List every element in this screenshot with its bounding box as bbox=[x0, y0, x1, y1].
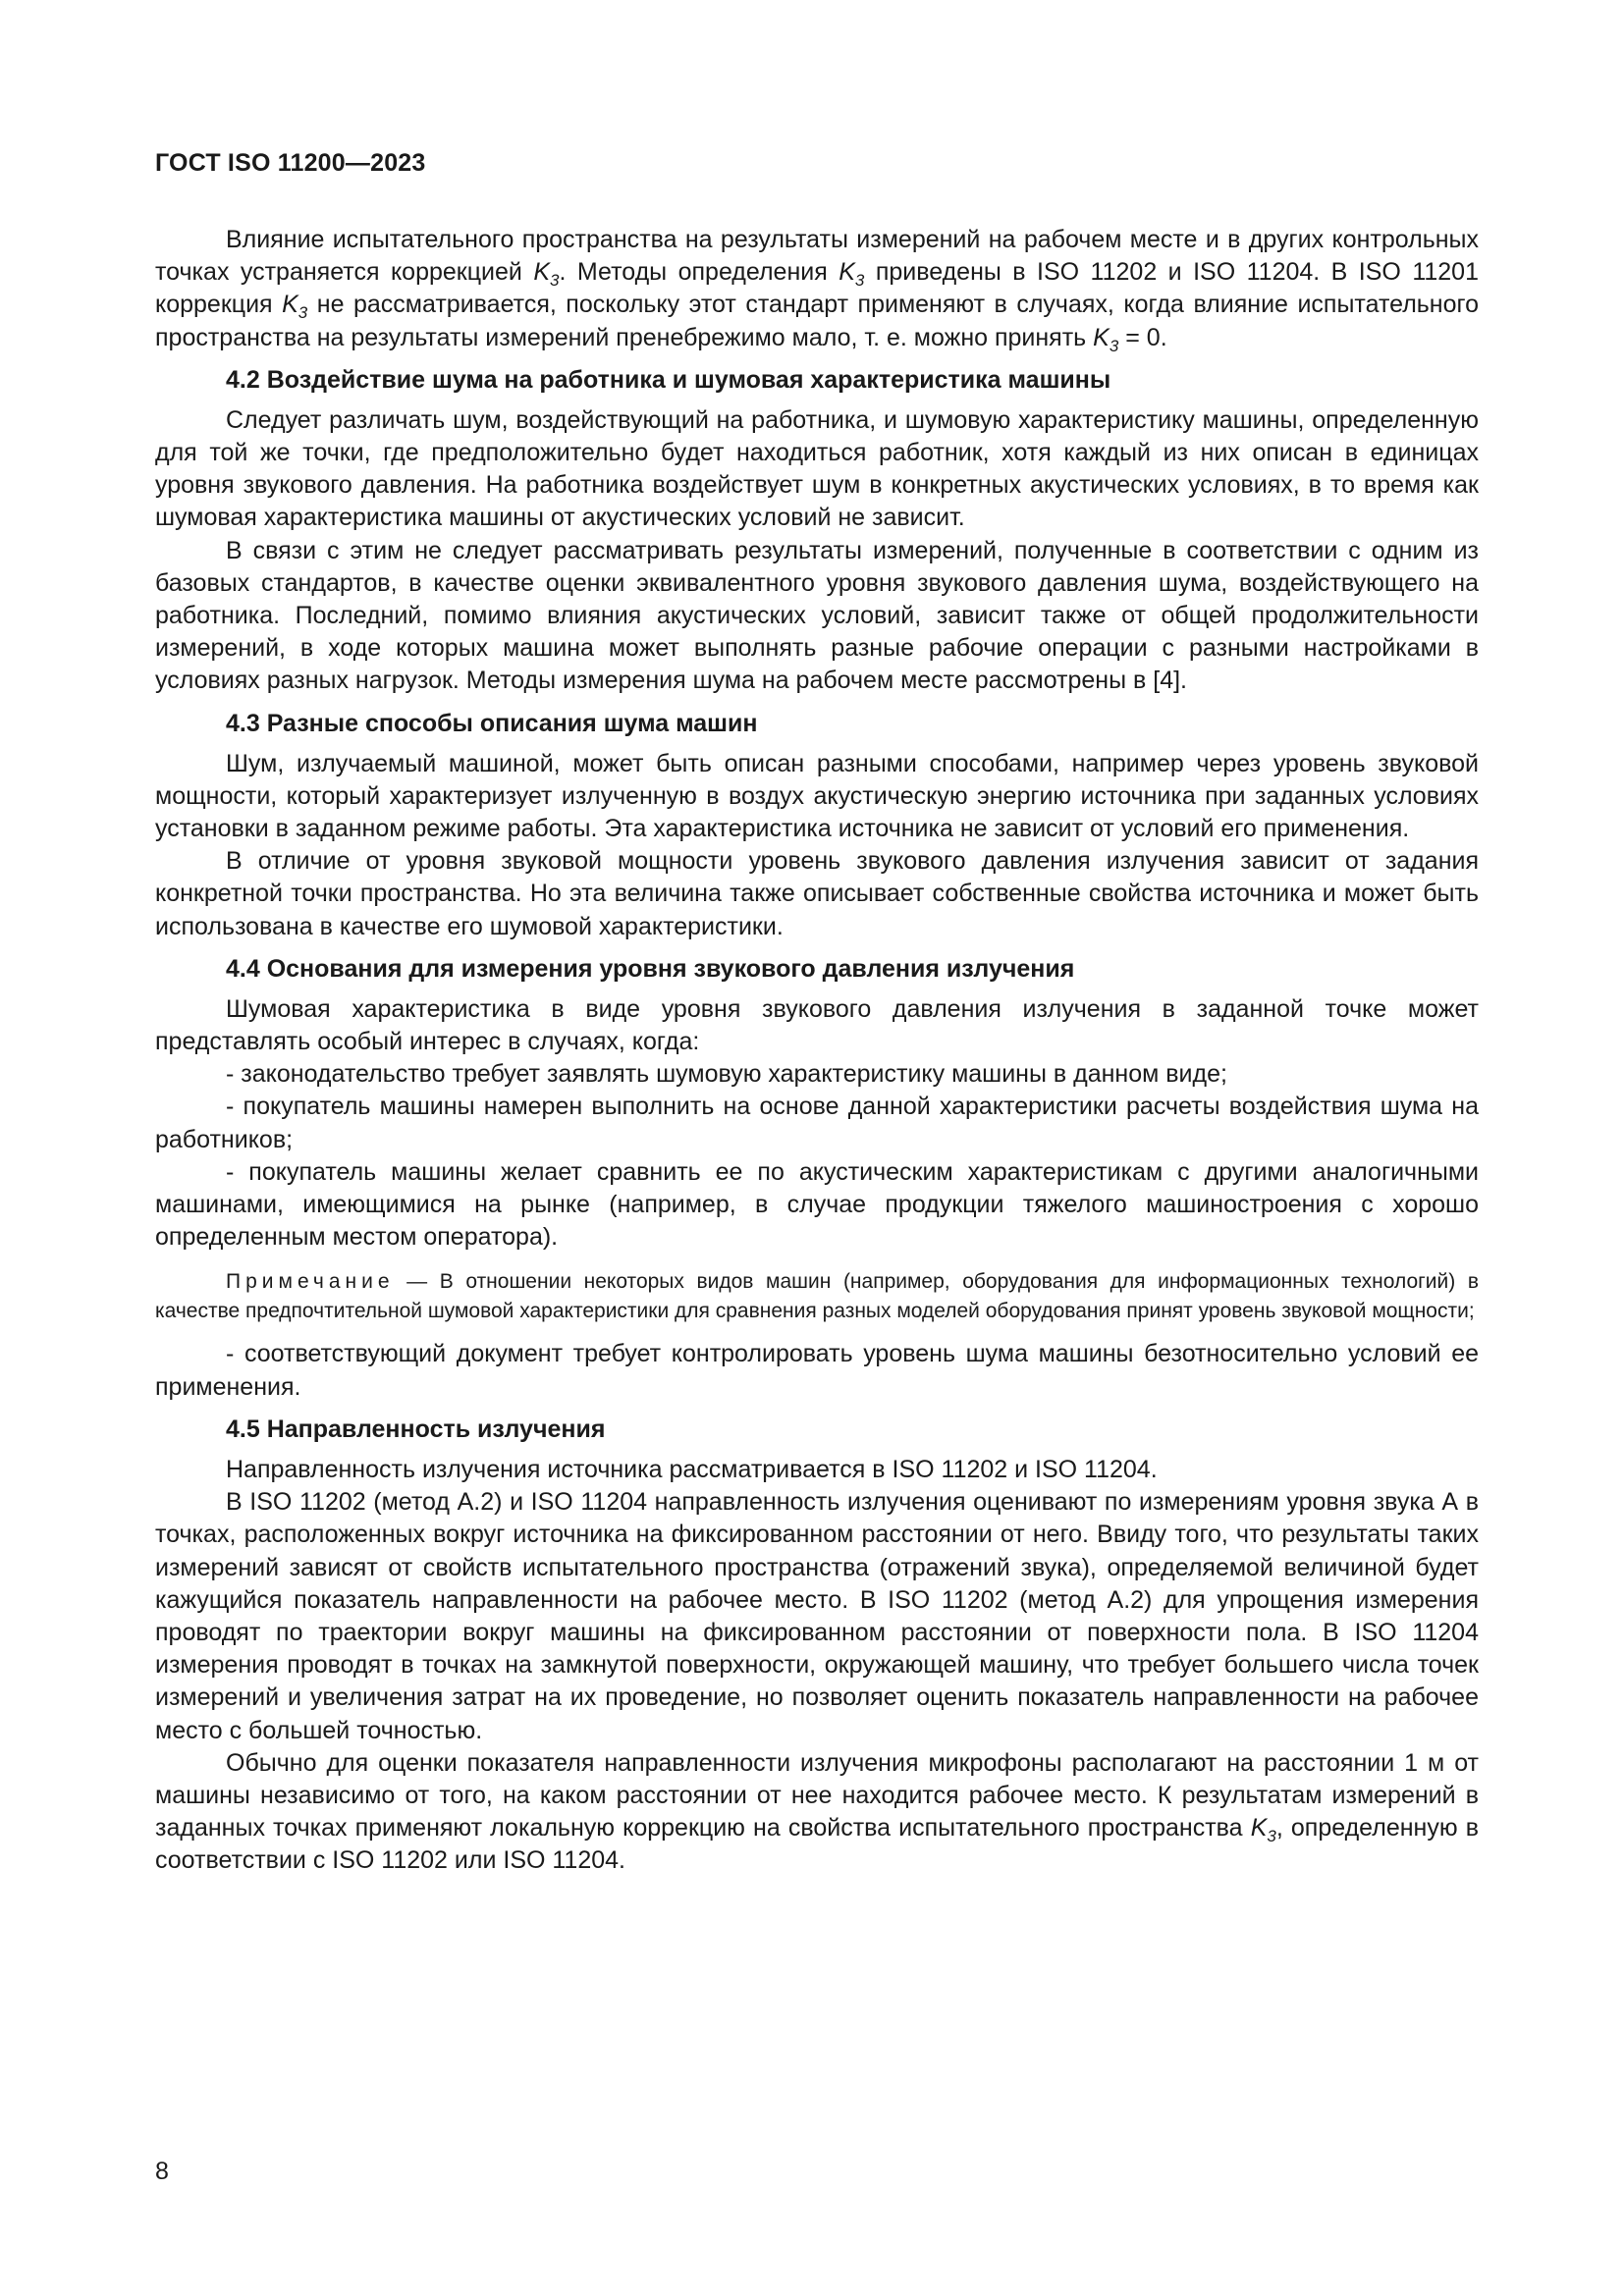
section-4-5-paragraph: Направленность излучения источника рассматривается в ISO 11202 и ISO 11204. bbox=[226, 1455, 1158, 1483]
k3-symbol: $K_3$ bbox=[282, 291, 308, 323]
k3-symbol: $K_3$ bbox=[1250, 1814, 1276, 1846]
section-4-3-heading: 4.3 Разные способы описания шума машин bbox=[226, 709, 758, 737]
list-item: - законодательство требует заявлять шумовую характеристику машины в данном виде; bbox=[226, 1060, 1227, 1089]
section-4-3-paragraph: Шум, излучаемый машиной, может быть описан разными способами, например через уровень звуковой мощности, который характеризует излученную в воздух акустическую энергию источника при заданных условиях установки в заданном режиме работы. Эта характеристика источника не зависит от условий его применения. bbox=[155, 749, 1479, 843]
section-4-2-paragraph: В связи с этим не следует рассматривать результаты измерений, полученные в соответствии с одним из базовых стандартов, в качестве оценки эквивалентного уровня звукового давления шума, воздействующего на работника. Последний, помимо влияния акустических условий, зависит также от общей продолжительности измерений, в ходе которых машина может выполнять разные рабочие операции с разными настройками в условиях разных нагрузок. Методы измерения шума на рабочем месте рассмотрены в [4]. bbox=[155, 536, 1479, 695]
k3-symbol: $K_3$ bbox=[1093, 323, 1119, 355]
section-4-2-paragraph: Следует различать шум, воздействующий на работника, и шумовую характеристику машины, определенную для той же точки, где предположительно будет находиться работник, хотя каждый из них описан в единицах уровня звукового давления. На работника воздействует шум в конкретных акустических условиях, в то время как шумовая характеристика машины от акустических условий не зависит. bbox=[155, 405, 1479, 532]
intro-paragraph: Влияние испытательного пространства на результаты измерений на рабочем месте и в других контрольных точках устраняется коррекцией $K_3$. Методы определения $K_3$ приведены в ISO 11202 и ISO 11204. В ISO 11201 коррекция $K_3$ не рассматривается, поскольку этот стандарт применяют в случаях, когда влияние испытательного пространства на результаты измерений пренебрежимо мало, т. е. можно принять $K_3 = 0$. bbox=[155, 226, 1479, 355]
note-label: Примечание bbox=[226, 1270, 395, 1294]
k3-symbol: $K_3$ bbox=[533, 258, 560, 291]
document-header: ГОСТ ISO 11200—2023 bbox=[155, 149, 426, 177]
page-number: 8 bbox=[155, 2158, 169, 2185]
note-text: — В отношении некоторых видов машин (например, оборудования для информационных технологий) в качестве предпочтительной шумовой характеристики для сравнения разных моделей оборудования принят уровень звуковой мощности; bbox=[155, 1270, 1479, 1323]
section-4-5-paragraph: Обычно для оценки показателя направленности излучения микрофоны располагают на расстоянии 1 м от машины независимо от того, на каком расстоянии от нее находится рабочее место. К результатам измерений в заданных точках применяют локальную коррекцию на свойства испытательного пространства $K_3$, определенную в соответствии с ISO 11202 или ISO 11204. bbox=[155, 1748, 1479, 1875]
k3-symbol: $K_3$ bbox=[839, 258, 865, 291]
document-body bbox=[155, 224, 1479, 1878]
note-paragraph bbox=[155, 1267, 1479, 1326]
section-4-3-paragraph: В отличие от уровня звуковой мощности уровень звукового давления излучения зависит от задания конкретной точки пространства. Но эта величина также описывает собственные свойства источника и может быть использована в качестве его шумовой характеристики. bbox=[155, 847, 1479, 940]
section-4-2-heading: 4.2 Воздействие шума на работника и шумовая характеристика машины bbox=[226, 365, 1111, 394]
section-4-5-heading: 4.5 Направленность излучения bbox=[226, 1415, 606, 1443]
list-item: - соответствующий документ требует контролировать уровень шума машины безотносительно условий ее применения. bbox=[155, 1340, 1479, 1401]
section-4-4-paragraph: Шумовая характеристика в виде уровня звукового давления излучения в заданной точке может представлять особый интерес в случаях, когда: bbox=[155, 994, 1479, 1056]
section-4-4-heading: 4.4 Основания для измерения уровня звукового давления излучения bbox=[226, 954, 1075, 983]
list-item: - покупатель машины намерен выполнить на основе данной характеристики расчеты воздействия шума на работников; bbox=[155, 1093, 1479, 1153]
list-item: - покупатель машины желает сравнить ее по акустическим характеристикам с другими аналогичными машинами, имеющимися на рынке (например, в случае продукции тяжелого машиностроения с хорошо определенным местом оператора). bbox=[155, 1157, 1479, 1252]
section-4-5-paragraph: В ISO 11202 (метод А.2) и ISO 11204 направленность излучения оценивают по измерениям уровня звука А в точках, расположенных вокруг источника на фиксированном расстоянии от него. Ввиду того, что результаты таких измерений зависят от свойств испытательного пространства (отражений звука), определяемой величиной будет кажущийся показатель направленности на рабочее место. В ISO 11202 (метод А.2) для упрощения измерения проводят по траектории вокруг машины на фиксированном расстоянии от поверхности пола. В ISO 11204 измерения проводят в точках на замкнутой поверхности, окружающей машину, что требует большего числа точек измерений и увеличения затрат на их проведение, но позволяет оценить показатель направленности на рабочее место с большей точностью. bbox=[155, 1488, 1479, 1744]
